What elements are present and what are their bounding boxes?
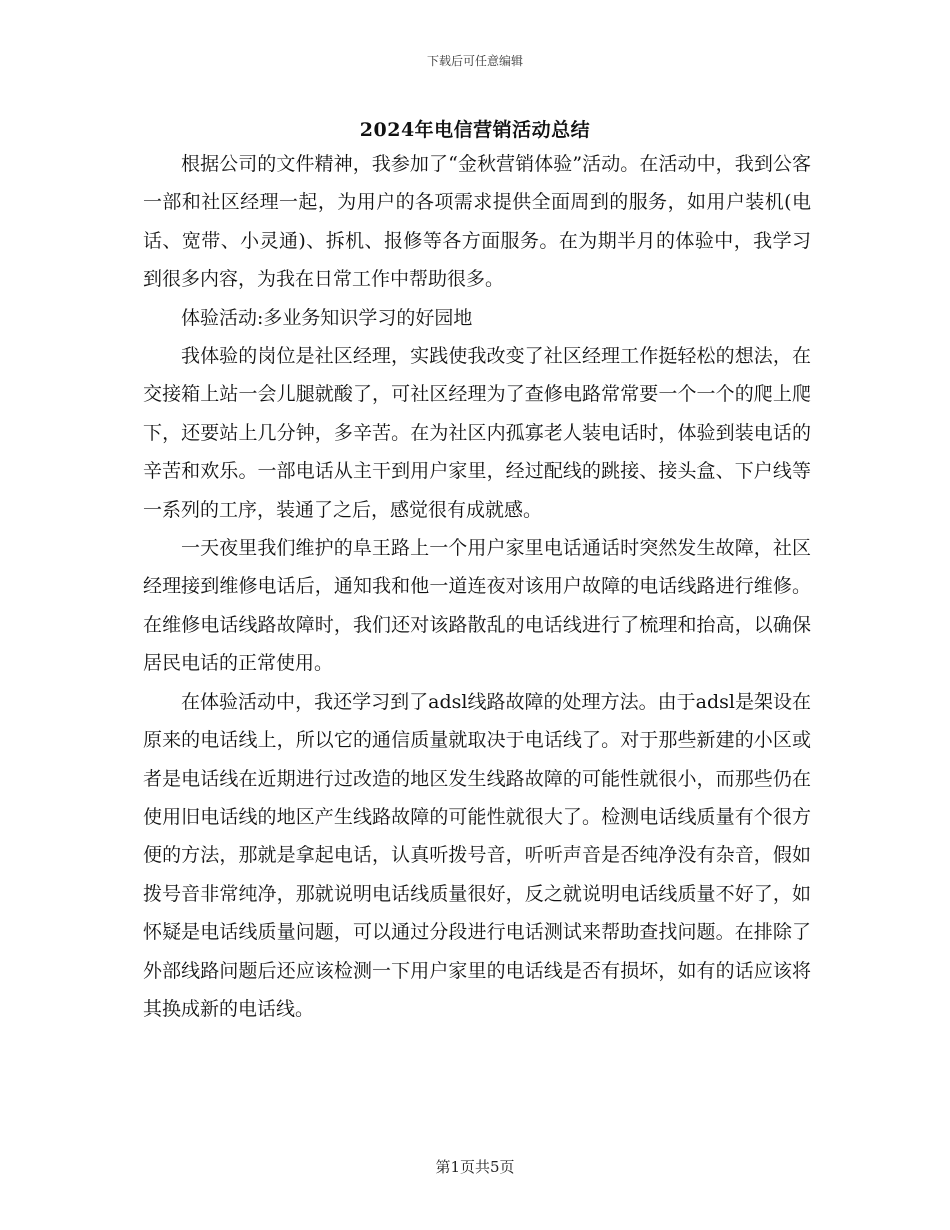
paragraph-community-manager: 我体验的岗位是社区经理，实践使我改变了社区经理工作挺轻松的想法，在交接箱上站一会儿腿就酸了，可社区经理为了查修电路常常要一个一个的爬上爬下，还要站上几分钟，多辛苦。在为社区内孤寡老人装电话时，体验到装电话的辛苦和欢乐。一部电话从主干到用户家里，经过配线的跳接、接头盒、下户线等一系列的工序，装通了之后，感觉很有成就感。 [143, 345, 811, 521]
page-number: 第1页共5页 [435, 1158, 515, 1176]
paragraph-intro: 根据公司的文件精神，我参加了“金秋营销体验”活动。在活动中，我到公客一部和社区经理一起，为用户的各项需求提供全面周到的服务，如用户装机(电话、宽带、小灵通)、拆机、报修等各方面服务。在为期半月的体验中，我学习到很多内容，为我在日常工作中帮助很多。 [143, 153, 811, 291]
page-header-note: 下载后可任意编辑 [426, 54, 523, 68]
paragraph-adsl: 在体验活动中，我还学习到了adsl线路故障的处理方法。由于adsl是架设在原来的电话线上，所以它的通信质量就取决于电话线了。对于那些新建的小区或者是电话线在近期进行过改造的地区发生线路故障的可能性就很小，而那些仍在使用旧电话线的地区产生线路故障的可能性就很大了。检测电话线质量有个很方便的方法，那就是拿起电话，认真听拨号音，听听声音是否纯净没有杂音，假如拨号音非常纯净，那就说明电话线质量很好，反之就说明电话线质量不好了，如怀疑是电话线质量问题，可以通过分段进行电话测试来帮助查找问题。在排除了外部线路问题后还应该检测一下用户家里的电话线是否有损坏，如有的话应该将其换成新的电话线。 [143, 690, 811, 1020]
document-body [143, 145, 811, 1028]
paragraph-night-repair: 一天夜里我们维护的阜王路上一个用户家里电话通话时突然发生故障，社区经理接到维修电话后，通知我和他一道连夜对该用户故障的电话线路进行维修。在维修电话线路故障时，我们还对该路散乱的电话线进行了梳理和抬高，以确保居民电话的正常使用。 [143, 537, 811, 675]
document-title: 2024年电信营销活动总结 [359, 119, 591, 141]
paragraph-section-heading: 体验活动:多业务知识学习的好园地 [181, 306, 473, 329]
